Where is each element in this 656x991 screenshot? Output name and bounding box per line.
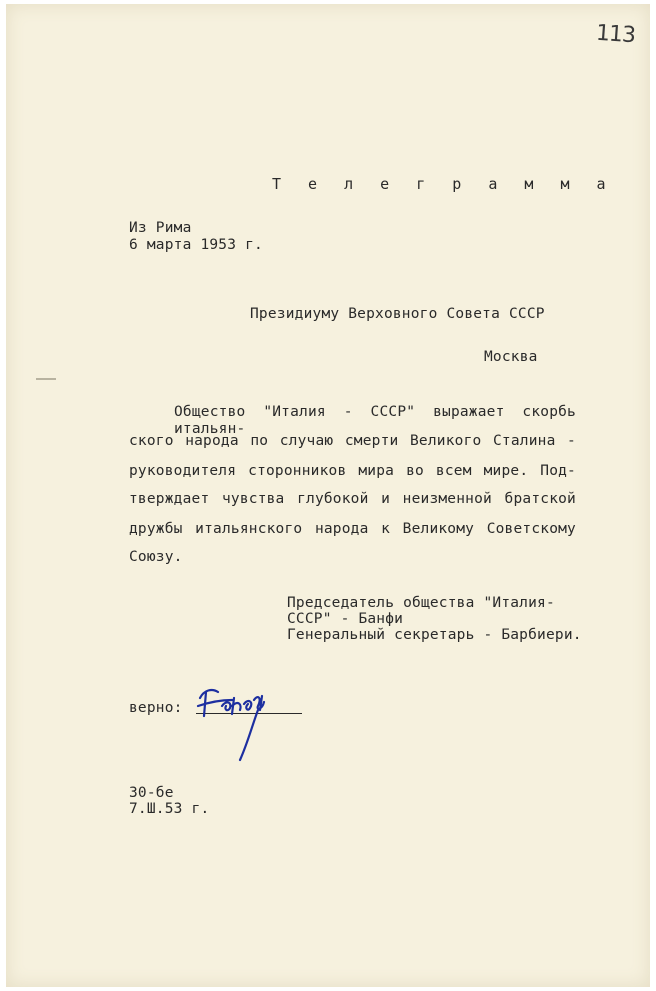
origin-city: Из Рима [129, 220, 192, 236]
footer-date: 7.Ш.53 г. [129, 801, 210, 817]
signatory-line-3: Генеральный секретарь - Барбиери. [287, 627, 582, 643]
body-line-5: дружбы итальянского народа к Великому Советскому [129, 521, 576, 537]
document-page [6, 4, 650, 987]
signatory-line-1: Председатель общества "Италия- [287, 595, 555, 611]
body-line-3: руководителя сторонников мира во всем мире. Под- [129, 463, 576, 479]
verification-label: верно: [129, 700, 183, 716]
body-line-2: ского народа по случаю смерти Великого Сталина - [129, 433, 576, 449]
margin-mark [36, 378, 56, 380]
addressee-city: Москва [484, 349, 538, 365]
body-line-1: Общество "Италия - СССР" выражает скорбь итальян- [174, 404, 576, 437]
footer-code: 30-бе [129, 785, 174, 801]
body-line-6: Союзу. [129, 549, 183, 565]
body-line-4: тверждает чувства глубокой и неизменной братской [129, 491, 576, 507]
addressee-name: Президиуму Верховного Совета СССР [250, 306, 545, 322]
origin-date: 6 марта 1953 г. [129, 237, 263, 253]
signatory-line-2: СССР" - Банфи [287, 611, 404, 627]
handwritten-signature [192, 676, 282, 766]
page-number: 113 [595, 20, 636, 49]
document-title: Т е л е г р а м м а [272, 175, 615, 193]
